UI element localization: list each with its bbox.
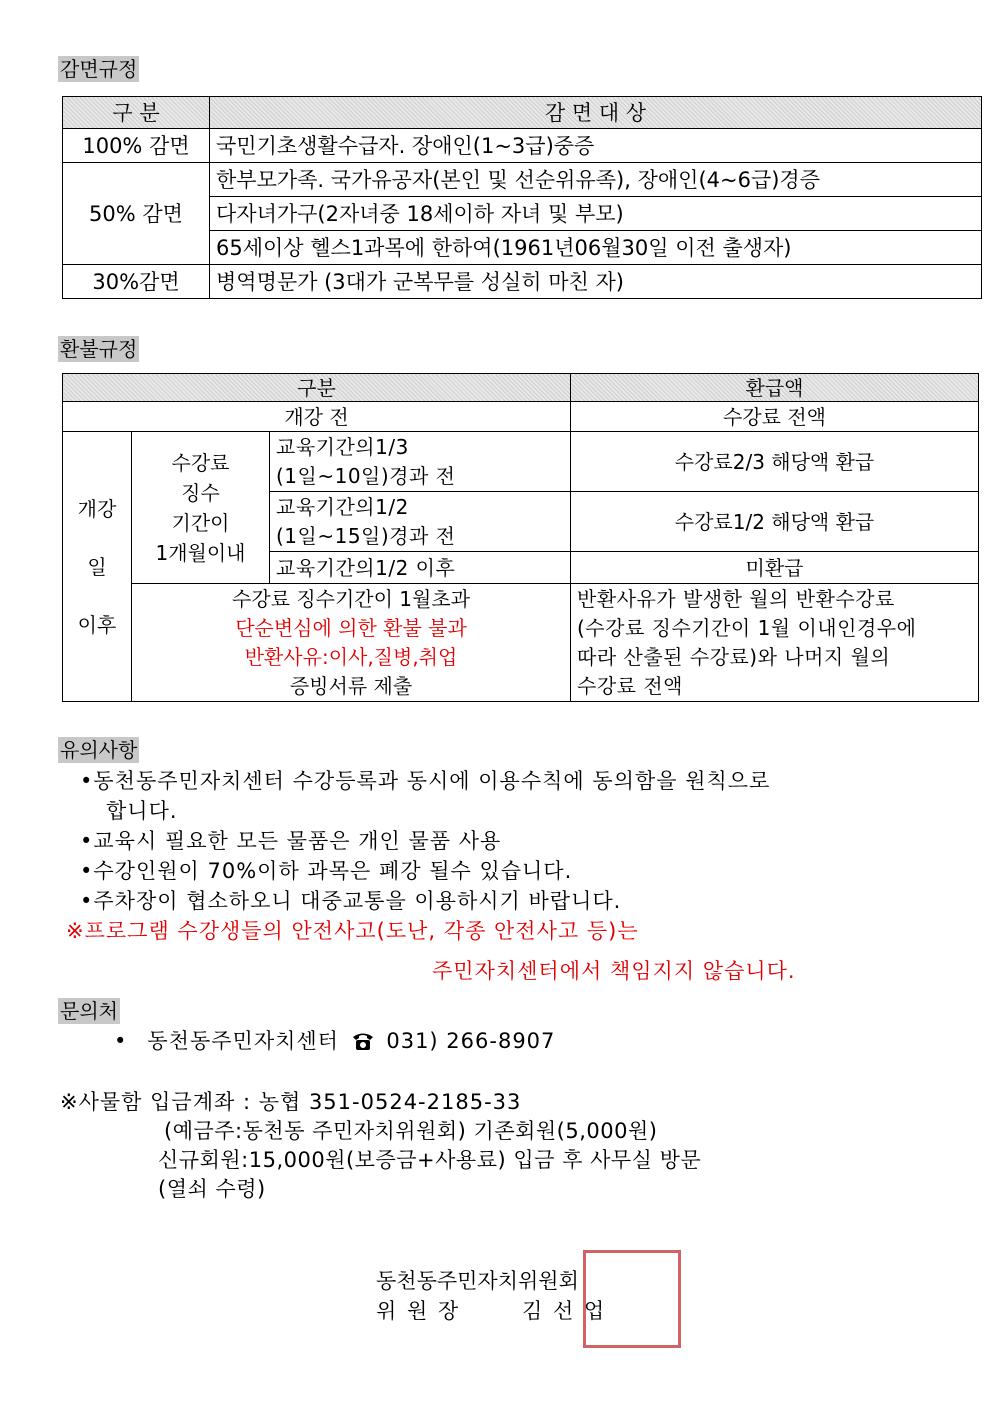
locker-line: ※사물함 입금계좌 : 농협 351-0524-2185-33 xyxy=(60,1090,522,1114)
refund-header-amount: 환급액 xyxy=(571,374,979,402)
refund-after-label xyxy=(63,432,132,702)
refund-over-label xyxy=(132,584,571,702)
discount-label-100: 100% 감면 xyxy=(63,129,210,163)
refund-over-line-red: 단순변심에 의한 환불 불과 xyxy=(235,615,467,640)
contact-phone: 031) 266-8907 xyxy=(386,1029,556,1053)
contact-name: 동천동주민자치센터 xyxy=(147,1029,339,1053)
locker-line: (열쇠 수령) xyxy=(158,1177,266,1201)
notice-warning: 주민자치센터에서 책임지지 않습니다. xyxy=(432,959,796,983)
refund-after-label-line: 개강 xyxy=(77,496,117,521)
discount-header-category: 구 분 xyxy=(63,97,210,129)
refund-period: 교육기간의1/3 (1일~10일)경과 전 xyxy=(270,432,571,492)
refund-over-line-red: 반환사유:이사,질병,취업 xyxy=(244,644,458,669)
signature-org: 동천동주민자치위원회 xyxy=(376,1269,579,1293)
discount-item: 한부모가족. 국가유공자(본인 및 선순위유족), 장애인(4~6급)경증 xyxy=(210,163,982,197)
contact-bullet: • xyxy=(114,1029,128,1053)
discount-header-target: 감 면 대 상 xyxy=(210,97,982,129)
signature-name: 김 선 업 xyxy=(522,1299,607,1323)
refund-section-title: 환불규정 xyxy=(60,337,138,361)
official-seal xyxy=(583,1250,681,1348)
discount-section-title: 감면규정 xyxy=(60,57,138,81)
notice-item: •수강인원이 70%이하 과목은 폐강 될수 있습니다. xyxy=(80,859,573,883)
refund-over-line: 수강료 징수기간이 1월초과 xyxy=(232,586,470,611)
refund-value: 미환급 xyxy=(571,552,979,584)
refund-value: 수강료2/3 해당액 환급 xyxy=(571,432,979,492)
notice-section-title: 유의사항 xyxy=(60,738,138,762)
refund-header-category: 구분 xyxy=(63,374,571,402)
discount-item: 국민기초생활수급자. 장애인(1~3급)중증 xyxy=(210,129,982,163)
refund-table xyxy=(62,373,979,702)
signature-role: 위 원 장 xyxy=(376,1299,461,1323)
refund-before-value: 수강료 전액 xyxy=(571,402,979,432)
refund-after-label-line: 이후 xyxy=(77,612,117,637)
notice-item: 합니다. xyxy=(106,799,178,823)
notice-warning: ※프로그램 수강생들의 안전사고(도난, 각종 안전사고 등)는 xyxy=(66,919,639,943)
locker-line: (예금주:동천동 주민자치위원회) 기존회원(5,000원) xyxy=(164,1119,658,1143)
discount-label-50: 50% 감면 xyxy=(63,163,210,265)
refund-within-label: 수강료 징수 기간이 1개월이내 xyxy=(132,432,270,584)
discount-item: 병역명문가 (3대가 군복무를 성실히 마친 자) xyxy=(210,265,982,299)
telephone-icon xyxy=(351,1030,375,1058)
discount-item: 다자녀가구(2자녀중 18세이하 자녀 및 부모) xyxy=(210,197,982,231)
discount-table xyxy=(62,96,982,299)
refund-value: 수강료1/2 해당액 환급 xyxy=(571,492,979,552)
locker-line: 신규회원:15,000원(보증금+사용료) 입금 후 사무실 방문 xyxy=(158,1148,702,1172)
discount-item: 65세이상 헬스1과목에 한하여(1961년06월30일 이전 출생자) xyxy=(210,231,982,265)
refund-period: 교육기간의1/2 이후 xyxy=(270,552,571,584)
refund-over-line: 증빙서류 제출 xyxy=(289,673,413,698)
refund-over-value: 반환사유가 발생한 월의 반환수강료 (수강료 징수기간이 1월 이내인경우에 따라 산출된 수강료)와 나머지 월의 수강료 전액 xyxy=(571,584,979,702)
notice-item: •교육시 필요한 모든 물품은 개인 물품 사용 xyxy=(80,829,502,853)
notice-item: •주차장이 협소하오니 대중교통을 이용하시기 바랍니다. xyxy=(80,889,622,913)
contact-section-title: 문의처 xyxy=(60,999,118,1023)
notice-item: •동천동주민자치센터 수강등록과 동시에 이용수칙에 동의함을 원칙으로 xyxy=(80,769,771,793)
discount-label-30: 30%감면 xyxy=(63,265,210,299)
refund-period: 교육기간의1/2 (1일~15일)경과 전 xyxy=(270,492,571,552)
refund-after-label-line: 일 xyxy=(87,554,107,579)
contact-line xyxy=(114,1027,555,1058)
refund-before-label: 개강 전 xyxy=(63,402,571,432)
